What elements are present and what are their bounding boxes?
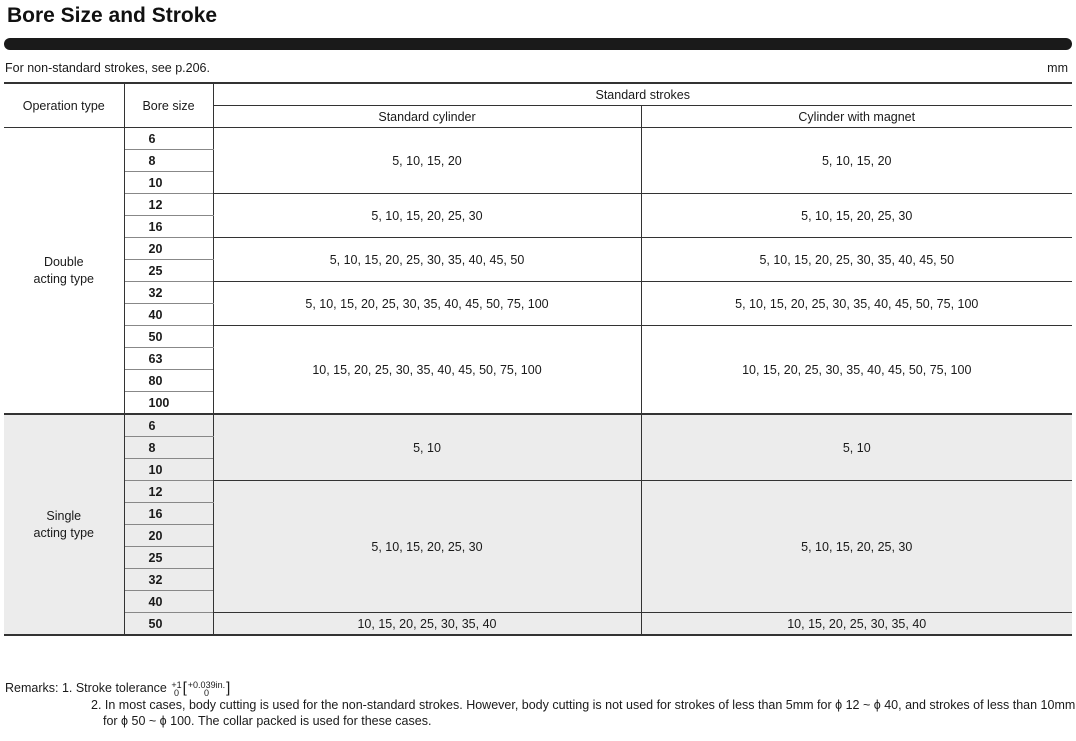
bore-size-cell: 80 (124, 370, 213, 392)
standard-cylinder-strokes-cell: 5, 10, 15, 20 (213, 128, 641, 194)
tolerance-inch (188, 681, 225, 697)
header-bore-size: Bore size (124, 83, 213, 128)
bore-stroke-table (4, 82, 1072, 636)
remark-1-text: Remarks: 1. Stroke tolerance (5, 681, 167, 695)
table-row (4, 238, 1072, 260)
standard-cylinder-strokes-cell: 5, 10, 15, 20, 25, 30 (213, 481, 641, 613)
standard-cylinder-strokes-cell: 5, 10 (213, 414, 641, 481)
magnet-cylinder-strokes-cell: 5, 10, 15, 20 (641, 128, 1072, 194)
bore-size-cell: 6 (124, 128, 213, 150)
remark-2: 2. In most cases, body cutting is used for the non-standard strokes. However, body cutting is not used for strokes of less than 5mm for ϕ 12 ~ ϕ 40, and strokes of less than 10mm for ϕ 50 ~ ϕ 100. The collar packed is used for these cases. (91, 697, 1076, 728)
bore-size-cell: 20 (124, 525, 213, 547)
bore-size-cell: 20 (124, 238, 213, 260)
bracket-open: [ (182, 679, 187, 697)
header-operation-type: Operation type (4, 83, 124, 128)
standard-cylinder-strokes-cell: 10, 15, 20, 25, 30, 35, 40, 45, 50, 75, 100 (213, 326, 641, 415)
header-standard-cylinder: Standard cylinder (213, 106, 641, 128)
bore-size-cell: 8 (124, 437, 213, 459)
magnet-cylinder-strokes-cell: 10, 15, 20, 25, 30, 35, 40 (641, 613, 1072, 636)
page-title: Bore Size and Stroke (7, 4, 218, 27)
bore-size-cell: 50 (124, 326, 213, 348)
bracket-close: ] (226, 679, 231, 697)
header-standard-strokes: Standard strokes (213, 83, 1072, 106)
bore-size-cell: 12 (124, 481, 213, 503)
table-row (4, 282, 1072, 304)
standard-cylinder-strokes-cell: 5, 10, 15, 20, 25, 30 (213, 194, 641, 238)
operation-type-cell (4, 414, 124, 635)
bore-size-cell: 10 (124, 172, 213, 194)
table-row (4, 128, 1072, 150)
remark-1 (5, 680, 1076, 697)
bore-size-cell: 16 (124, 216, 213, 238)
bore-size-cell: 12 (124, 194, 213, 216)
table-row (4, 414, 1072, 437)
standard-cylinder-strokes-cell: 5, 10, 15, 20, 25, 30, 35, 40, 45, 50, 75, 100 (213, 282, 641, 326)
bore-size-cell: 6 (124, 414, 213, 437)
magnet-cylinder-strokes-cell: 5, 10, 15, 20, 25, 30, 35, 40, 45, 50 (641, 238, 1072, 282)
non-standard-strokes-note: For non-standard strokes, see p.206. (5, 61, 210, 75)
table-row (4, 194, 1072, 216)
bore-size-cell: 32 (124, 282, 213, 304)
bore-size-cell: 100 (124, 392, 213, 415)
bore-size-cell: 50 (124, 613, 213, 636)
bore-size-cell: 40 (124, 591, 213, 613)
magnet-cylinder-strokes-cell: 5, 10, 15, 20, 25, 30 (641, 481, 1072, 613)
table-row (4, 613, 1072, 636)
table-row (4, 481, 1072, 503)
table-body (4, 128, 1072, 636)
title-underline-bar (4, 38, 1072, 50)
operation-type-line1: Double (43, 254, 84, 269)
magnet-cylinder-strokes-cell: 5, 10, 15, 20, 25, 30, 35, 40, 45, 50, 75, 100 (641, 282, 1072, 326)
tolerance-inch-plus: +0.039in. (187, 679, 226, 690)
bore-size-cell: 25 (124, 260, 213, 282)
operation-type-line1: Single (46, 508, 82, 523)
tolerance-inch-minus: 0 (203, 687, 209, 698)
header-cylinder-with-magnet: Cylinder with magnet (641, 106, 1072, 128)
bore-size-cell: 16 (124, 503, 213, 525)
bore-size-cell: 25 (124, 547, 213, 569)
remarks (5, 680, 1076, 729)
bore-size-cell: 10 (124, 459, 213, 481)
operation-type-line2: acting type (33, 271, 94, 286)
unit-label: mm (1047, 61, 1068, 75)
tolerance-minus: 0 (173, 687, 179, 698)
magnet-cylinder-strokes-cell: 10, 15, 20, 25, 30, 35, 40, 45, 50, 75, 100 (641, 326, 1072, 415)
standard-cylinder-strokes-cell: 5, 10, 15, 20, 25, 30, 35, 40, 45, 50 (213, 238, 641, 282)
standard-cylinder-strokes-cell: 10, 15, 20, 25, 30, 35, 40 (213, 613, 641, 636)
bore-size-cell: 32 (124, 569, 213, 591)
magnet-cylinder-strokes-cell: 5, 10 (641, 414, 1072, 481)
tolerance-mm (171, 681, 181, 697)
bore-size-cell: 63 (124, 348, 213, 370)
bore-size-cell: 40 (124, 304, 213, 326)
tolerance-plus: +1 (171, 679, 182, 690)
magnet-cylinder-strokes-cell: 5, 10, 15, 20, 25, 30 (641, 194, 1072, 238)
bore-size-cell: 8 (124, 150, 213, 172)
operation-type-cell (4, 128, 124, 415)
operation-type-line2: acting type (33, 525, 94, 540)
table-row (4, 326, 1072, 348)
